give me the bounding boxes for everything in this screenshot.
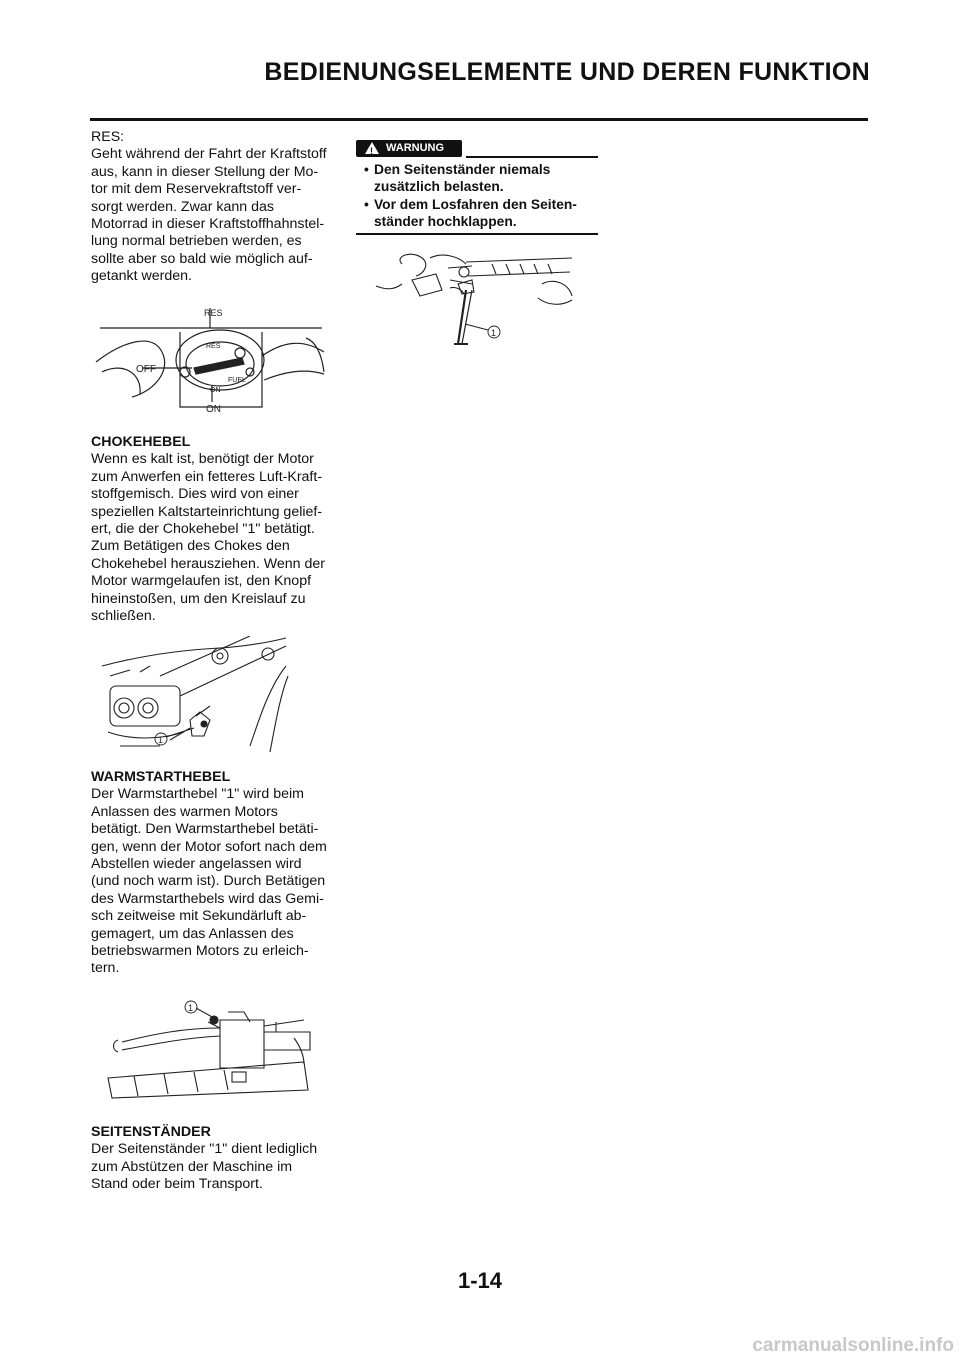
sidestand-callout: 1 [491,328,497,338]
choke-line: Motor warmgelaufen ist, den Knopf [91,573,312,590]
page-number: 1-14 [457,1268,503,1293]
res-line: Motorrad in dieser Kraftstoffhahnstel- [91,216,325,233]
warning-rule-bottom [356,233,598,235]
choke-lever-illustration [100,636,290,756]
choke-heading: CHOKEHEBEL [91,434,191,450]
warning-rule-top [466,156,598,158]
res-line: getankt werden. [91,268,192,285]
hot-start-callout: 1 [188,1003,194,1013]
hot-start-line: gen, wenn der Motor sofort nach dem [91,838,327,855]
res-inner-label: RES [206,343,221,350]
choke-line: speziellen Kaltstarteinrichtung gelief- [91,503,323,520]
on-bottom-label: ON [206,404,221,414]
warning-list [364,161,598,231]
hot-start-line: gemagert, um das Anlassen des [91,925,294,942]
res-line: sorgt werden. Zwar kann das [91,198,274,215]
warning-item-line: ständer hochklappen. [374,214,517,230]
sidestand-paragraph [91,1124,341,1194]
warning-triangle-icon [365,142,379,154]
warning-badge [356,140,462,157]
hot-start-line: des Warmstarthebels wird das Gemi- [91,890,324,907]
off-label: OFF [136,364,156,375]
sidestand-heading: SEITENSTÄNDER [91,1124,211,1140]
warning-item-line: • Den Seitenständer niemals [374,162,551,177]
choke-line: Zum Betätigen des Chokes den [91,538,290,555]
choke-line: stoffgemisch. Dies wird von einer [91,486,299,503]
watermark: carmanualsonline.info [752,1335,954,1356]
choke-line: ert, die der Chokehebel "1" betätigt. [91,521,315,538]
hot-start-line: Abstellen wieder angelassen wird [91,856,302,873]
choke-line: Wenn es kalt ist, benötigt der Motor [91,451,314,468]
sidestand-line: Der Seitenständer "1" dient lediglich [91,1141,318,1158]
sidestand-line: Stand oder beim Transport. [91,1176,263,1193]
res-line: lung normal betrieben werden, es [91,233,302,250]
fuel-label: FUEL [228,377,246,384]
choke-callout: 1 [158,735,164,745]
res-top-label: RES [204,308,223,318]
hot-start-line: betriebswarmen Motors zu erleich- [91,943,309,960]
page-title: BEDIENUNGSELEMENTE UND DEREN FUNKTION [264,58,870,86]
fuel-tap-illustration [92,302,326,414]
hot-start-line: Anlassen des warmen Motors [91,803,278,820]
hot-start-line: tern. [91,960,120,977]
hot-start-line: (und noch warm ist). Durch Betätigen [91,873,326,890]
sidestand-illustration [372,250,576,350]
warning-item [364,161,598,196]
sidestand-line: zum Abstützen der Maschine im [91,1158,293,1175]
choke-line: Chokehebel herausziehen. Wenn der [91,555,325,572]
res-line: Geht während der Fahrt der Kraftstoff [91,146,327,163]
res-line: RES: [91,129,125,145]
res-line: tor mit dem Reservekraftstoff ver- [91,181,302,198]
res-line: aus, kann in dieser Stellung der Mo- [91,163,319,180]
choke-paragraph [91,434,341,625]
hot-start-line: sch zeitweise mit Sekundärluft ab- [91,908,307,925]
choke-line: schließen. [91,608,156,625]
hot-start-paragraph [91,769,341,978]
hot-start-line: Der Warmstarthebel "1" wird beim [91,786,304,803]
warning-item-line: • Vor dem Losfahren den Seiten- [374,196,577,212]
hot-start-lever-illustration [104,998,324,1102]
hot-start-heading: WARMSTARTHEBEL [91,769,231,785]
warning-item [364,196,598,231]
on-inner-label: ON [210,387,221,394]
header-rule [90,118,868,121]
warning-item-line: zusätzlich belasten. [374,179,504,195]
choke-line: hineinstoßen, um den Kreislauf zu [91,590,306,607]
res-line: sollte aber so bald wie möglich auf- [91,250,313,267]
choke-line: zum Anwerfen ein fetteres Luft-Kraft- [91,468,323,485]
warning-label: WARNUNG [386,142,445,154]
hot-start-line: betätigt. Den Warmstarthebel betäti- [91,821,319,838]
res-paragraph [91,129,341,286]
